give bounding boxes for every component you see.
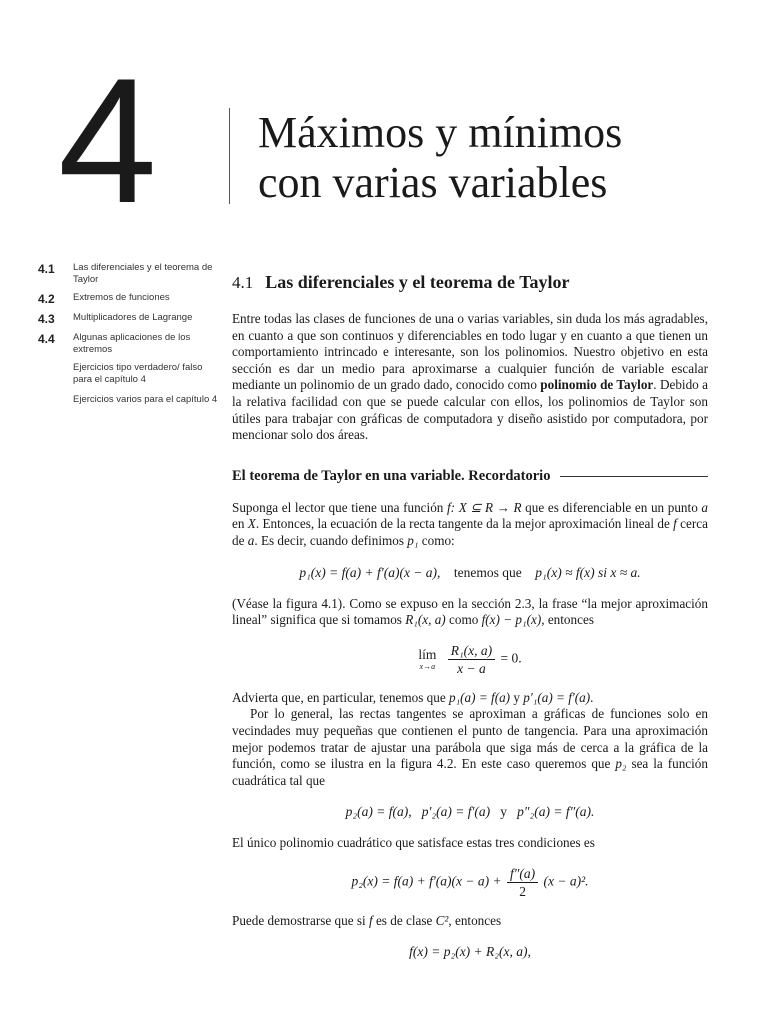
formula-part: y — [500, 804, 508, 820]
section-heading — [232, 272, 708, 293]
intro-text-end: . Debido a la relativa facilidad con que se puede calcular con ellos, los polinomios de Taylor son útiles para trabajar con gráficas de computadora y diseño asistido por computadora, por mencionar solo dos áreas. — [232, 377, 708, 443]
formula-remainder: f(x) = p₂(x) + R₂(x, a), — [409, 944, 531, 960]
text: Advierta que, en particular, tenemos que — [232, 689, 449, 705]
formula-part: (x − a)². — [543, 873, 589, 889]
subsection-rule — [560, 476, 708, 477]
text: , entonces — [448, 912, 502, 928]
toc-item — [38, 332, 218, 356]
fraction — [507, 865, 538, 900]
fraction-denominator: 2 — [519, 883, 526, 899]
math-var: X — [247, 516, 256, 532]
section-number: 4.1 — [232, 273, 254, 292]
paragraph-tangent-line — [232, 500, 708, 550]
text: que es diferenciable en un punto — [521, 499, 702, 515]
formula-linear-approximation — [232, 563, 708, 583]
toc-exercises-misc: Ejercicios varios para el capítulo 4 — [73, 394, 218, 405]
math-function-map: f: X ⊆ R → R — [447, 499, 522, 515]
limit-subscript: x→a — [419, 662, 436, 672]
math-expr: p′₁(a) = f′(a) — [523, 689, 591, 705]
text: . Es decir, cuando definimos — [254, 532, 408, 548]
toc-number: 4.2 — [38, 292, 55, 306]
chapter-divider — [229, 108, 230, 204]
formula-taylor-quadratic — [232, 865, 708, 900]
subsection-title: El teorema de Taylor en una variable. Recordatorio — [232, 467, 551, 484]
intro-text: Entre todas las clases de funciones de una o varias variables, sin duda los más agradables, en cuanto a que son continuos y diferenciables en todo lugar y en cuanto a que tienen un comportamiento intrincado e interesante, son los polinomios. Nuestro objetivo en esta sección es dar un medio para aproximarse a cualquier función de variable escalar mediante un polinomio de un grado dado, conocido como — [232, 311, 708, 393]
text: (Véase la figura 4.1). Como se expuso en la sección 2.3, la frase “la mejor aproximación lineal” significa que si tomamos — [232, 595, 708, 628]
text: como — [445, 612, 482, 628]
toc-item — [38, 312, 218, 326]
text: . — [590, 689, 594, 705]
chapter-title-line-2: con varias variables — [258, 158, 608, 207]
fraction-numerator: R₁(x, a) — [448, 642, 495, 660]
toc-item — [38, 262, 218, 286]
paragraph-best-approximation — [232, 596, 708, 629]
toc-number: 4.3 — [38, 312, 55, 326]
formula-limit — [232, 642, 708, 677]
math-var: a — [701, 499, 708, 515]
text: y — [510, 689, 524, 705]
math-var: f — [368, 912, 373, 928]
toc-item — [38, 292, 218, 306]
formula-part: p₁(x) ≈ f(x) si x ≈ a. — [535, 564, 641, 580]
main-text — [232, 272, 708, 975]
term-taylor-polynomial: polinomio de Taylor — [540, 377, 654, 393]
fraction-numerator: f″(a) — [507, 865, 538, 883]
fraction-denominator: x − a — [457, 660, 486, 676]
text: Por lo general, las rectas tangentes se aproximan a gráficas de funciones solo en vecindades muy pequeñas que contienen el punto de tangencia. Para una aproximación mejor podemos tratar de ajustar una parábola que siga más de cerca a la gráfica de la función, como se ilustra en la figura 4.2. En este caso queremos que — [232, 706, 708, 772]
text: en — [232, 516, 248, 532]
text: . Entonces, la ecuación de la recta tangente da la mejor aproximación lineal de — [255, 516, 674, 532]
limit-operator — [418, 647, 436, 671]
paragraph-class-c2 — [232, 913, 708, 930]
text: cerca de — [232, 516, 708, 548]
chapter-contents — [38, 262, 218, 414]
toc-exercises-true-false: Ejercicios tipo verdadero/ falso para el capítulo 4 — [73, 362, 203, 385]
formula-part: p₁(x) = f(a) + f′(a)(x − a), — [299, 564, 441, 580]
formula-part: p″₂(a) = f″(a). — [517, 804, 595, 820]
toc-label: Algunas aplicaciones de los extremos — [73, 332, 191, 355]
math-var: p₁ — [407, 532, 419, 548]
formula-part: tenemos que — [453, 564, 522, 580]
formula-part: p′₂(a) = f′(a) — [421, 804, 491, 820]
toc-label: Extremos de funciones — [73, 292, 170, 303]
math-expr: f(x) − p₁(x) — [481, 612, 542, 628]
intro-paragraph — [232, 311, 708, 444]
section-title: Las diferenciales y el teorema de Taylor — [265, 272, 570, 292]
formula-part: p₂(a) = f(a), — [345, 804, 412, 820]
toc-label: Las diferenciales y el teorema de Taylor — [73, 262, 213, 285]
math-expr: R₁(x, a) — [405, 612, 446, 628]
paragraph-unique-polynomial: El único polinomio cuadrático que satisface estas tres condiciones es — [232, 835, 595, 851]
toc-number: 4.4 — [38, 332, 55, 346]
chapter-title-line-1: Máximos y mínimos — [258, 108, 623, 157]
formula-part: p₂(x) = f(a) + f′(a)(x − a) + — [351, 873, 502, 889]
math-var: p₂ — [615, 756, 627, 772]
text: sea la función cuadrática tal que — [232, 756, 708, 788]
toc-label: Multiplicadores de Lagrange — [73, 312, 193, 323]
formula-part: = 0. — [500, 650, 522, 666]
text: Suponga el lector que tiene una función — [232, 499, 448, 515]
text: Puede demostrarse que si — [232, 912, 369, 928]
text: como: — [418, 532, 455, 548]
chapter-number: 4 — [58, 41, 157, 240]
chapter-title — [258, 108, 738, 208]
formula-quadratic-conditions — [232, 802, 708, 822]
text: es de clase — [372, 912, 436, 928]
paragraph-note — [232, 690, 708, 707]
math-expr: p₁(a) = f(a) — [448, 689, 511, 705]
paragraph-parabola — [232, 706, 708, 789]
toc-number: 4.1 — [38, 262, 55, 276]
math-expr: C² — [435, 912, 449, 928]
text: , entonces — [541, 612, 594, 628]
subsection-heading — [232, 468, 708, 485]
limit-word: lím — [418, 647, 437, 663]
math-var: a — [247, 532, 255, 548]
math-var: f — [673, 516, 677, 532]
fraction — [448, 642, 495, 677]
